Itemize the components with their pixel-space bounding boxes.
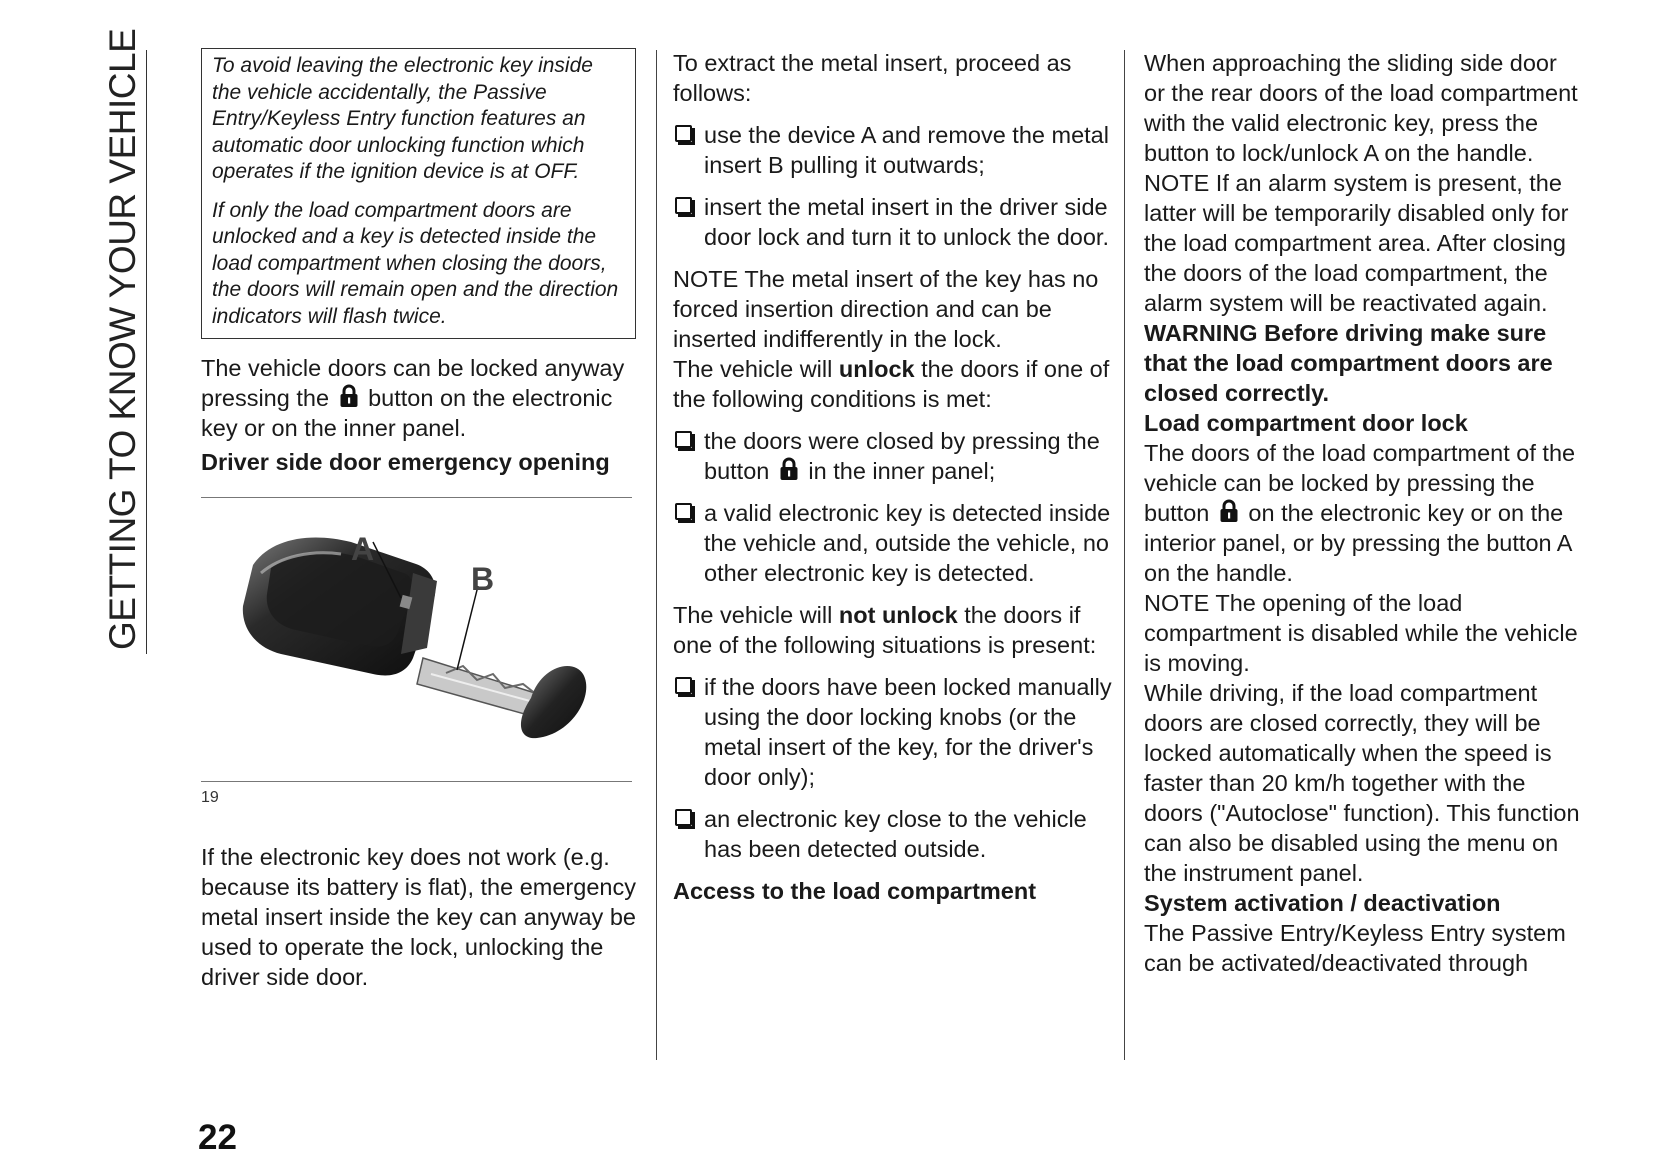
- column-3: [1144, 48, 1584, 978]
- figure-number: 19: [201, 789, 219, 806]
- key-illustration: [201, 498, 632, 781]
- warning-text: WARNING Before driving make sure that the load compartment doors are closed correctly.: [1144, 320, 1553, 406]
- locked-paragraph: The vehicle doors can be locked anyway pressing the button on the electronic key or on the inner panel.: [201, 355, 625, 441]
- section-heading: Driver side door emergency opening: [201, 449, 610, 475]
- list-item: an electronic key close to the vehicle has been detected outside.: [673, 804, 1115, 864]
- section-heading: Load compartment door lock: [1144, 410, 1468, 436]
- side-title: [102, 28, 143, 650]
- column-1: [201, 48, 636, 992]
- list-item: insert the metal insert in the driver side door lock and turn it to unlock the door.: [673, 192, 1115, 252]
- lock-paragraph: The doors of the load compartment of the vehicle can be locked by pressing the button on the electronic key or on the interior panel, or by pressing the button A on the handle.: [1144, 440, 1576, 586]
- section-heading: System activation / deactivation: [1144, 890, 1501, 916]
- figure-key: [201, 497, 632, 808]
- system-paragraph: The Passive Entry/Keyless Entry system can be activated/deactivated through: [1144, 920, 1566, 976]
- column-divider: [656, 50, 657, 1060]
- note-paragraph: NOTE The metal insert of the key has no forced insertion direction and can be inserted indifferently in the lock.: [673, 266, 1099, 352]
- intro-paragraph: To extract the metal insert, proceed as follows:: [673, 50, 1072, 106]
- checkbox-bullet-icon: [675, 677, 692, 694]
- note-paragraph: If only the load compartment doors are unlocked and a key is detected inside the load compartment when closing the doors, the doors will remain open and the direction indicators will flash twice.: [212, 198, 619, 328]
- note-paragraph: NOTE If an alarm system is present, the latter will be temporarily disabled only for the load compartment area. After closing the doors of the load compartment, the alarm system will be reactivated again.: [1144, 170, 1569, 316]
- note-paragraph: NOTE The opening of the load compartment is disabled while the vehicle is moving.: [1144, 590, 1578, 676]
- not-unlock-paragraph: The vehicle will not unlock the doors if one of the following situations is present:: [673, 602, 1097, 658]
- lock-icon: [339, 384, 359, 408]
- page-number: 22: [198, 1118, 237, 1157]
- column-divider: [1124, 50, 1125, 1060]
- checkbox-bullet-icon: [675, 503, 692, 520]
- section-heading: Access to the load compartment: [673, 878, 1037, 904]
- list-item: a valid electronic key is detected inside the vehicle and, outside the vehicle, no other electronic key is detected.: [673, 498, 1115, 588]
- emergency-paragraph: If the electronic key does not work (e.g. because its battery is flat), the emergency metal insert inside the key can anyway be used to operate the lock, unlocking the driver side door.: [201, 844, 636, 990]
- lock-icon: [1219, 499, 1239, 523]
- checkbox-bullet-icon: [675, 197, 692, 214]
- checkbox-bullet-icon: [675, 431, 692, 448]
- note-box: [201, 48, 636, 339]
- side-title-rule: [146, 50, 147, 654]
- unlock-paragraph: The vehicle will unlock the doors if one of the following conditions is met:: [673, 356, 1110, 412]
- figure-label-b: B: [471, 561, 495, 597]
- driving-paragraph: While driving, if the load compartment doors are closed correctly, they will be locked automatically when the speed is faster than 20 km/h together with the doors ("Autoclose" function). This function can also be disabled using the menu on the instrument panel.: [1144, 680, 1580, 886]
- figure-label-a: A: [351, 531, 375, 567]
- checkbox-bullet-icon: [675, 809, 692, 826]
- lock-icon: [779, 457, 799, 481]
- note-paragraph: To avoid leaving the electronic key inside the vehicle accidentally, the Passive Entry/Keyless Entry function features an automatic door unlocking function which operates if the ignition device is at OFF.: [212, 54, 593, 183]
- list-item: the doors were closed by pressing the button in the inner panel;: [673, 426, 1115, 486]
- approach-paragraph: When approaching the sliding side door or the rear doors of the load compartment with the valid electronic key, press the button to lock/unlock A on the handle.: [1144, 50, 1578, 166]
- list-item: if the doors have been locked manually using the door locking knobs (or the metal insert of the key, for the driver's door only);: [673, 672, 1115, 792]
- column-2: [673, 48, 1115, 906]
- list-item: use the device A and remove the metal insert B pulling it outwards;: [673, 120, 1115, 180]
- side-title-text: GETTING TO KNOW YOUR VEHICLE: [102, 28, 143, 650]
- checkbox-bullet-icon: [675, 125, 692, 142]
